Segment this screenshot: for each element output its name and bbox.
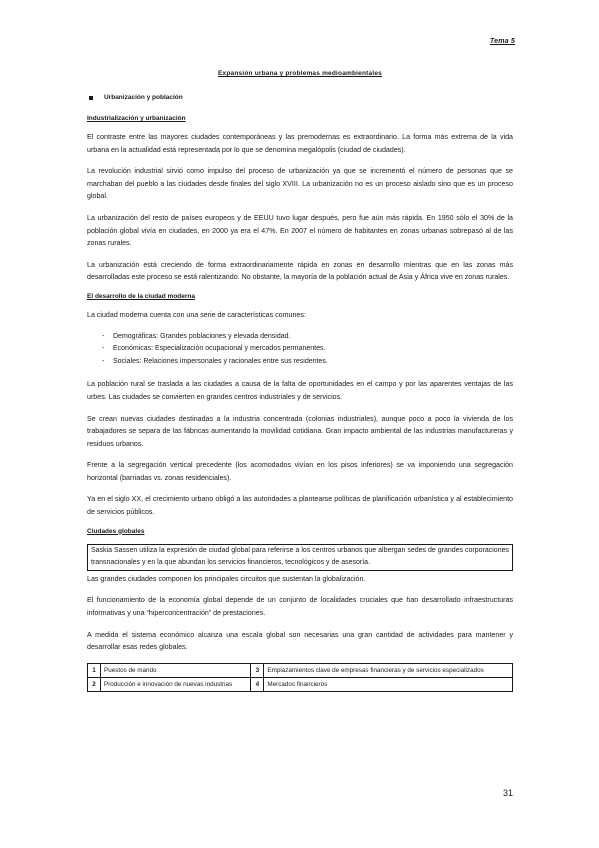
paragraph: La población rural se traslada a las ciudades a causa de la falta de oportunidades en el campo y por las aparentes ventajas de las urbes. Las ciudades se convierten en grandes centros industriales y de servicios. bbox=[87, 380, 513, 401]
subsection-heading: El desarrollo de la ciudad moderna bbox=[87, 292, 196, 300]
table-cell-number: 1 bbox=[88, 663, 101, 677]
paragraph: Ya en el siglo XX, el crecimiento urbano obligó a las autoridades a plantearse políticas de planificación urbanística y al establecimiento de servicios públicos. bbox=[87, 495, 513, 517]
table-cell-number: 4 bbox=[251, 677, 264, 691]
activities-table bbox=[87, 663, 513, 692]
list-item: - Demográficas: Grandes poblaciones y elevada densidad. bbox=[102, 331, 513, 344]
characteristics-list bbox=[87, 331, 513, 369]
paragraph: La urbanización del resto de países europeos y de EEUU tuvo lugar después, pero fue aún más rápida. En 1950 sólo el 30% de la población global vivía en ciudades, en 2000 ya era el 47%. En 2007 el número de habitantes en zonas urbanas sobrepasó al de las zonas rurales. bbox=[87, 213, 513, 248]
chapter-title: Expansión urbana y problemas medioambientales bbox=[218, 70, 382, 77]
table-cell-number: 3 bbox=[251, 663, 264, 677]
list-item: - Sociales: Relaciones impersonales y racionales entre sus residentes. bbox=[102, 356, 513, 369]
subsection-heading: Industrialización y urbanización bbox=[87, 115, 186, 122]
paragraph: Frente a la segregación vertical precedente (los acomodados vivían en los pisos inferiores) se va imponiendo una segregación horizontal (barriadas vs. zonas residenciales). bbox=[87, 461, 513, 482]
section-heading-text: Urbanización y población bbox=[104, 94, 183, 101]
paragraph: La ciudad moderna cuenta con una serie de características comunes: bbox=[87, 310, 306, 319]
paragraph: El funcionamiento de la economía global depende de un conjunto de localidades cruciales que han desarrollado infraestructuras informativas y una “hiperconcentración” de prestaciones. bbox=[87, 596, 513, 618]
table-cell: Producción e innovación de nuevas industrias bbox=[101, 677, 251, 691]
running-header: Tema 5 bbox=[489, 38, 515, 45]
square-bullet-icon bbox=[89, 96, 93, 100]
paragraph: El contraste entre las mayores ciudades contemporáneas y las premodernas es extraordinario. La forma más extrema de la vida urbana en la actualidad está representada por lo que se denomina megalópolis (ciudad de ciudades). bbox=[87, 133, 513, 154]
page-content bbox=[87, 70, 513, 692]
list-item: - Económicas: Especialización ocupacional y mercados permanentes. bbox=[102, 343, 513, 356]
table-cell: Puestos de mando bbox=[101, 663, 251, 677]
subsection-heading: Ciudades globales bbox=[87, 527, 145, 535]
section-heading bbox=[87, 94, 513, 101]
table-cell: Emplazamientos clave de empresas financieras y de servicios especializados bbox=[264, 663, 513, 677]
paragraph: Las grandes ciudades componen los principales circuitos que sustentan la globalización. bbox=[87, 574, 366, 583]
paragraph: La urbanización está creciendo de forma extraordinariamente rápida en zonas en desarrollo mientras que en las zonas más desarrolladas este proceso se está ralentizando. No obstante, la mayoría de la población actual de Asia y África vive en zonas rurales. bbox=[87, 260, 513, 282]
paragraph: Se crean nuevas ciudades destinadas a la industria concentrada (colonias industriales), aunque poco a poco la vivienda de los trabajadores se separa de las fábricas aumentando la movilidad cotidiana. Gran impacto ambiental de las industrias manufactureras y residuos urbanos. bbox=[87, 414, 513, 448]
table-cell-number: 2 bbox=[88, 677, 101, 691]
table-row bbox=[88, 677, 513, 691]
paragraph: La revolución industrial sirvió como impulso del proceso de urbanización ya que se incrementó el número de personas que se marchaban del pueblo a las ciudades desde finales del siglo XVIII. La urbanización no es un proceso aislado sino que es un proceso global. bbox=[87, 167, 513, 201]
definition-box: Saskia Sassen utiliza la expresión de ciudad global para referirse a los centros urbanos que albergan sedes de grandes corporaciones transnacionales y en la que abundan los servicios financieros, tecnológicos y de asesoría. bbox=[87, 544, 513, 571]
paragraph: A medida el sistema económico alcanza una escala global son necesarias una gran cantidad de actividades para mantener y desarrollar esas redes globales. bbox=[87, 630, 513, 652]
page-number: 31 bbox=[502, 788, 513, 798]
table-cell: Mercados financieros bbox=[264, 677, 513, 691]
table-row bbox=[88, 663, 513, 677]
